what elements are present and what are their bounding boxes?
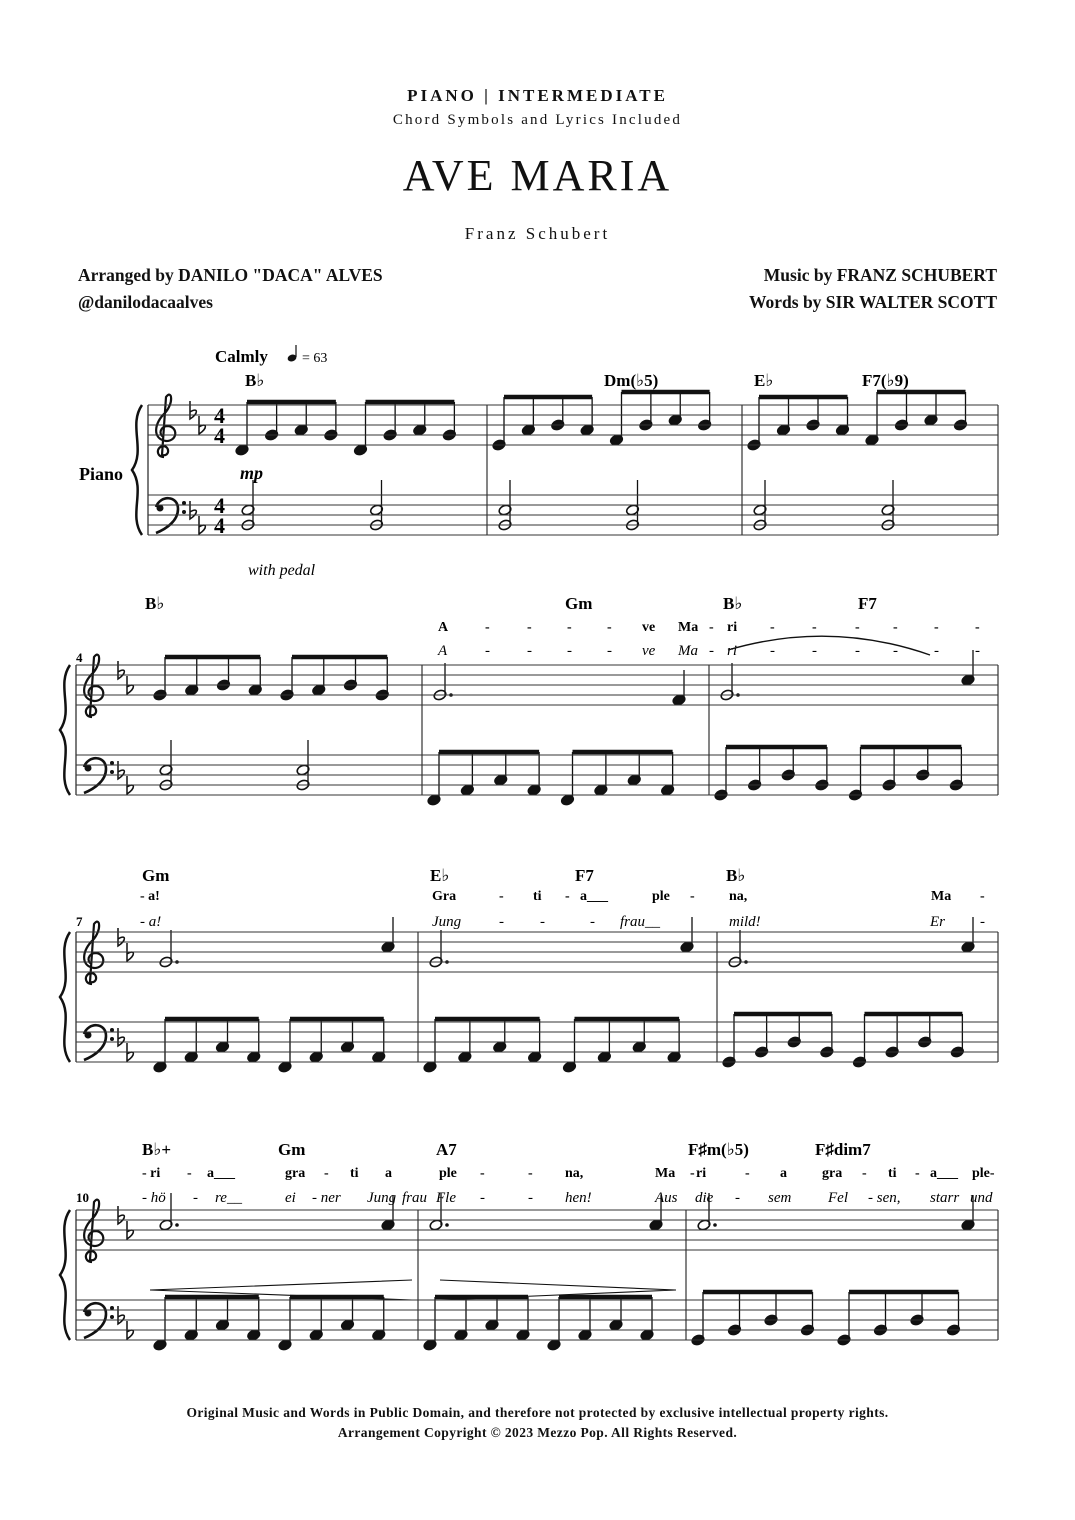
time-signature-top: 4 (214, 493, 225, 518)
lyric-syllable: na, (729, 889, 748, 904)
lyric-syllable: re__ (215, 1190, 242, 1206)
treble-clef-icon (84, 922, 103, 984)
lyric-syllable: A (438, 620, 449, 635)
lyric-syllable: - (812, 620, 817, 635)
lyric-syllable: - (565, 889, 570, 904)
chord-symbol: F7 (575, 866, 594, 885)
slur (728, 636, 930, 655)
lyric-syllable: - ner (312, 1190, 341, 1206)
lyric-syllable: Fle (436, 1190, 456, 1206)
lyric-syllable: starr (930, 1190, 960, 1206)
instrument-name: Piano (79, 464, 124, 484)
measure-number: 4 (76, 650, 83, 665)
lyric-syllable: - (709, 620, 714, 635)
flat-icon (118, 928, 124, 946)
chord-symbol: E♭ (430, 866, 450, 885)
lyric-syllable: Ma (655, 1166, 676, 1181)
lyric-syllable: Ma (931, 889, 952, 904)
bass-clef-icon (84, 758, 106, 793)
lyric-syllable: a (780, 1166, 787, 1181)
lyric-syllable: - (893, 643, 898, 659)
brace (60, 932, 70, 1062)
lyric-syllable: - (607, 643, 612, 659)
flat-icon (118, 1028, 124, 1046)
lyric-syllable: Ma (678, 620, 699, 635)
lyric-syllable: - (980, 889, 985, 904)
lyric-syllable: Jung (367, 1190, 397, 1206)
flat-icon (118, 761, 124, 779)
lyric-syllable: - (975, 620, 980, 635)
lyric-syllable: - (324, 1166, 329, 1181)
time-signature-bottom: 4 (214, 513, 225, 538)
chord-symbol: Gm (278, 1140, 306, 1159)
grand-staff (148, 392, 968, 538)
staff (76, 932, 998, 972)
brace (60, 665, 70, 795)
lyric-syllable: mild! (729, 914, 761, 930)
lyrics-verse2 (140, 914, 985, 930)
lyric-syllable: Ma (678, 643, 698, 659)
chord-symbol: A7 (436, 1140, 457, 1159)
lyrics-verse2 (142, 1190, 993, 1206)
lyric-syllable: - (975, 643, 980, 659)
copyright-notice: Arrangement Copyright © 2023 Mezzo Pop. All Rights Reserved. (337, 1425, 738, 1440)
lyric-syllable: ti (533, 889, 542, 904)
lyric-syllable: sem (768, 1190, 792, 1206)
treble-clef-icon (156, 395, 175, 457)
lyric-syllable: die (695, 1190, 714, 1206)
lyric-syllable: - (480, 1166, 485, 1181)
chord-symbol: B♭ (726, 866, 746, 885)
lyric-syllable: ti (888, 1166, 897, 1181)
lyric-syllable: Fel (828, 1190, 848, 1206)
chord-symbol: B♭+ (142, 1140, 172, 1159)
music-credit: Music by FRANZ SCHUBERT (763, 265, 997, 285)
flat-icon (190, 501, 196, 519)
bass-clef-icon (156, 498, 178, 533)
chord-symbol: E♭ (754, 371, 774, 390)
time-signature-top: 4 (214, 403, 225, 428)
lyric-syllable: - (745, 1166, 750, 1181)
time-signature-bottom: 4 (214, 423, 225, 448)
lyric-syllable: hen! (565, 1190, 592, 1206)
lyric-syllable: - (528, 1166, 533, 1181)
lyric-syllable: gra (285, 1166, 306, 1181)
lyric-syllable: a___ (580, 889, 608, 904)
lyric-syllable: - (499, 914, 504, 930)
chord-symbol: B♭ (723, 594, 743, 613)
chord-symbol: Gm (142, 866, 170, 885)
lyric-syllable: - (980, 914, 985, 930)
lyric-syllable: - a! (140, 914, 162, 930)
lyric-syllable: - (934, 620, 939, 635)
staff (76, 1300, 998, 1340)
lyric-syllable: - (855, 643, 860, 659)
lyric-syllable: ri (696, 1166, 707, 1181)
lyric-syllable: - (770, 643, 775, 659)
brace (132, 405, 142, 535)
flat-icon (118, 1306, 124, 1324)
lyric-syllable: - (690, 889, 695, 904)
lyric-syllable: - (709, 643, 714, 659)
flat-icon (118, 661, 124, 679)
lyric-syllable: - (480, 1190, 485, 1206)
public-domain-notice: Original Music and Words in Public Domain, and therefore not protected by exclusive intellectual property rights. (186, 1405, 889, 1420)
treble-clef-icon (84, 655, 103, 717)
lyric-syllable: ei (285, 1190, 296, 1206)
chord-symbol: F7 (858, 594, 877, 613)
brace (60, 1210, 70, 1340)
treble-clef-icon (84, 1200, 103, 1262)
lyric-syllable: - (855, 620, 860, 635)
lyric-syllable: ple (439, 1166, 457, 1181)
lyric-syllable: - (540, 914, 545, 930)
tempo-marking: Calmly (215, 347, 268, 366)
lyric-syllable: und (970, 1190, 993, 1206)
composer-name: Franz Schubert (464, 224, 611, 243)
dynamic-marking: mp (240, 463, 264, 483)
measure-number: 10 (76, 1190, 89, 1205)
flat-icon (118, 1206, 124, 1224)
lyric-syllable: - (590, 914, 595, 930)
lyric-syllable: frau__ (620, 914, 661, 930)
lyric-syllable: - hö (142, 1190, 166, 1206)
lyric-syllable: ri (727, 620, 738, 635)
bass-clef-icon (84, 1303, 106, 1338)
lyric-syllable: - (812, 643, 817, 659)
lyric-syllable: - ri (142, 1166, 161, 1181)
lyric-syllable: na, (565, 1166, 584, 1181)
series-label: PIANO | INTERMEDIATE (407, 86, 668, 105)
lyric-syllable: a___ (930, 1166, 958, 1181)
lyric-syllable: - (690, 1166, 695, 1181)
chord-symbol: B♭ (145, 594, 165, 613)
pedal-instruction: with pedal (248, 562, 316, 579)
lyric-syllable: ple- (972, 1166, 995, 1181)
lyric-syllable: Er (930, 914, 945, 930)
chord-symbol: Dm(♭5) (604, 371, 659, 390)
lyrics-verse1 (438, 620, 980, 635)
lyric-syllable: ve (642, 643, 656, 659)
lyric-syllable: Aus (655, 1190, 678, 1206)
lyric-syllable: - (527, 643, 532, 659)
lyrics-verse1 (140, 889, 985, 904)
lyric-syllable: ve (642, 620, 656, 635)
tempo-value: = 63 (302, 351, 328, 366)
lyric-syllable: - (485, 643, 490, 659)
lyric-syllable: - (528, 1190, 533, 1206)
chord-symbol: F♯dim7 (815, 1140, 871, 1159)
lyric-syllable: - a! (140, 889, 160, 904)
lyric-syllable: - (862, 1166, 867, 1181)
lyric-syllable: ti (350, 1166, 359, 1181)
lyric-syllable: - (915, 1166, 920, 1181)
lyric-syllable: a (385, 1166, 392, 1181)
bass-clef-icon (84, 1025, 106, 1060)
lyric-syllable: - (193, 1190, 198, 1206)
lyric-syllable: ple (652, 889, 670, 904)
grand-staff (76, 917, 975, 1073)
lyric-syllable: - (567, 620, 572, 635)
lyric-syllable: Jung (432, 914, 462, 930)
measure-number: 7 (76, 914, 83, 929)
quarter-note-icon (287, 345, 298, 363)
lyric-syllable: gra (822, 1166, 843, 1181)
lyric-syllable: - sen, (868, 1190, 901, 1206)
staff (76, 665, 998, 705)
chord-symbol: Gm (565, 594, 593, 613)
grand-staff (76, 1193, 975, 1351)
lyric-syllable: - (893, 620, 898, 635)
lyric-syllable: - (527, 620, 532, 635)
lyric-syllable: - (934, 643, 939, 659)
staff-systems (60, 392, 998, 1351)
lyric-syllable: - (187, 1166, 192, 1181)
piece-title: AVE MARIA (402, 151, 673, 200)
staff (148, 495, 998, 535)
lyric-syllable: Gra (432, 889, 457, 904)
words-credit: Words by SIR WALTER SCOTT (748, 292, 997, 312)
lyric-syllable: - (607, 620, 612, 635)
chord-symbol: F7(♭9) (862, 371, 909, 390)
lyric-syllable: ri (727, 643, 738, 659)
arranger-credit: Arranged by DANILO "DACA" ALVES (78, 265, 383, 285)
staff (76, 1210, 998, 1250)
lyric-syllable: - (485, 620, 490, 635)
lyric-syllable: - (567, 643, 572, 659)
subtitle: Chord Symbols and Lyrics Included (392, 112, 683, 128)
lyric-syllable: a___ (207, 1166, 235, 1181)
lyric-syllable: - (770, 620, 775, 635)
chord-symbol: B♭ (245, 371, 265, 390)
chord-symbol: F♯m(♭5) (688, 1140, 749, 1159)
lyric-syllable: A (438, 643, 448, 659)
lyric-syllable: - (499, 889, 504, 904)
lyric-syllable: frau (402, 1190, 428, 1206)
grand-staff (76, 636, 975, 806)
lyric-syllable: - (735, 1190, 740, 1206)
lyrics-verse1 (142, 1166, 995, 1181)
arranger-handle: @danilodacaalves (78, 292, 213, 312)
flat-icon (190, 401, 196, 419)
